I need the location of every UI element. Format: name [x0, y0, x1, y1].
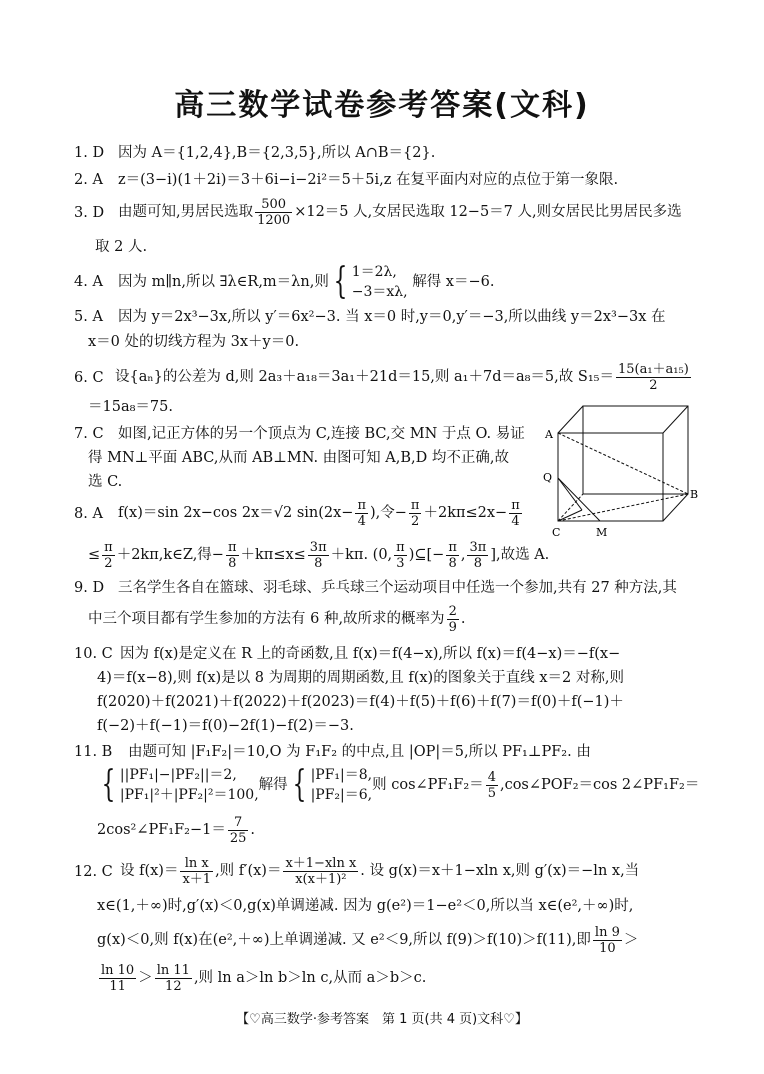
q11-text-c: 则 cos∠PF₁F₂＝: [372, 777, 484, 793]
q8-text-f: ＋kπ≤x≤: [240, 547, 306, 563]
cube-front-face: [558, 433, 663, 521]
q4-line: [118, 256, 494, 308]
q8-frac7: [394, 540, 407, 571]
q12-frac3: [593, 925, 622, 956]
q3-text-a: 由题可知,男居民选取: [118, 204, 254, 220]
q10-line2: 4)＝f(x−8),则 f(x)是以 8 为周期的周期函数,且 f(x)的图象关于直线 x＝2 对称,则: [97, 670, 624, 686]
q12-f3-den: 10: [599, 940, 616, 956]
q11-text-d: ,cos∠POF₂＝cos 2∠PF₁F₂＝: [499, 777, 700, 793]
q12-f5-num: ln 11: [156, 962, 190, 978]
q8-text-i: ,: [460, 547, 466, 563]
q8-text-e: ＋2kπ,k∈Z,得−: [116, 547, 224, 563]
q2-text: z＝(3−i)(1＋2i)＝3＋6i−i−2i²＝5＋5i,z 在复平面内对应的点位于第一象限.: [118, 172, 619, 188]
label-C: C: [552, 526, 561, 539]
q12-frac1: [180, 856, 213, 887]
q8-text-d: ≤: [88, 547, 101, 563]
q3-number: 3. D: [74, 205, 105, 221]
q8-frac2: [409, 498, 422, 529]
q5-line2: x＝0 处的切线方程为 3x＋y＝0.: [88, 334, 300, 350]
q9-text-c: .: [460, 611, 466, 627]
cube-back-face: [583, 406, 688, 494]
q12-number: 12. C: [74, 864, 113, 880]
label-Q: Q: [543, 471, 553, 484]
q11-line1: 由题可知 |F₁F₂|＝10,O 为 F₁F₂ 的中点,且 |OP|＝5,所以 PF₁⊥PF₂. 由: [128, 744, 591, 760]
q8-frac3: [509, 498, 522, 529]
q3-fraction: [255, 197, 292, 228]
q12-f4-num: ln 10: [101, 962, 135, 978]
q12-text-h: ,则 ln a＞ln b＞ln c,从而 a＞b＞c.: [193, 970, 427, 986]
q12-frac4: [99, 963, 136, 994]
q8-f9-num: 3π: [469, 539, 487, 555]
q12-text-f: ＞: [623, 932, 639, 948]
q8-text-c: ＋2kπ≤2x−: [423, 505, 508, 521]
q6-fraction: [616, 362, 691, 393]
q11-system1: [120, 765, 259, 805]
q12-f1-den: x＋1: [182, 871, 212, 887]
q8-line1: [118, 492, 524, 534]
q8-f8-den: 8: [448, 555, 457, 571]
q9-line2: [88, 601, 465, 637]
q11-brace2: {: [292, 764, 306, 805]
q8-f7-num: π: [396, 539, 405, 555]
q8-line2: [88, 537, 549, 573]
q10-line1: 因为 f(x)是定义在 R 上的奇函数,且 f(x)＝f(4−x),所以 f(x)＝f(4−x)＝−f(x−: [120, 646, 621, 662]
q3-line1: [118, 193, 682, 231]
q8-f3-num: π: [511, 497, 520, 513]
q11-number: 11. B: [74, 744, 113, 760]
q8-number: 8. A: [74, 506, 103, 522]
q11-eq2: |PF₁|²＋|PF₂|²＝100,: [119, 787, 259, 803]
q11-text-g: .: [250, 822, 256, 838]
q11-eq3: |PF₁|＝8,: [310, 767, 373, 783]
q9-fraction: [447, 604, 459, 635]
q11-system2: [311, 765, 373, 805]
q5-line1: 因为 y＝2x³−3x,所以 y′＝6x²−3. 当 x＝0 时,y＝0,y′＝−3,所以曲线 y＝2x³−3x 在: [118, 309, 666, 325]
q12-line4: [97, 960, 426, 996]
q6-number: 6. C: [74, 370, 104, 386]
q4-eq2: −3＝xλ,: [351, 284, 408, 300]
q12-text-e: g(x)＜0,则 f(x)在(e²,＋∞)上单调递减. 又 e²＜9,所以 f(9)＞f(10)＞f(11),即: [97, 932, 591, 948]
q12-text-g: ＞: [138, 970, 153, 986]
q8-text-j: ],故选 A.: [490, 547, 550, 563]
q5-number: 5. A: [74, 309, 103, 325]
q11-f1-den: 5: [487, 785, 496, 801]
q7-line2: 得 MN⊥平面 ABC,从而 AB⊥MN. 由图可知 A,B,D 均不正确,故: [88, 450, 509, 466]
q4-eq1: 1＝2λ,: [351, 264, 397, 280]
q12-line2: x∈(1,＋∞)时,g′(x)＜0,g(x)单调递减. 因为 g(e²)＝1−e²＜0,所以当 x∈(e²,＋∞)时,: [97, 898, 634, 914]
q12-f4-den: 11: [109, 978, 126, 994]
q11-text-b: 解得: [258, 777, 288, 793]
q6-frac-num: 15(a₁＋a₁₅): [617, 361, 689, 377]
q8-f7-den: 3: [396, 555, 405, 571]
q8-f4-den: 2: [104, 555, 113, 571]
q8-frac6: [308, 540, 329, 571]
page-footer: 【♡高三数学·参考答案 第 1 页(共 4 页)文科♡】: [236, 1012, 528, 1027]
q3-frac-num: 500: [255, 197, 292, 213]
q11-line2: [97, 760, 699, 810]
q8-frac9: [467, 540, 488, 571]
q8-f2-den: 2: [411, 513, 420, 529]
page-title: 高三数学试卷参考答案(文科): [174, 88, 590, 123]
q9-frac-num: 2: [448, 603, 457, 619]
q9-frac-den: 9: [448, 619, 457, 635]
q2-number: 2. A: [74, 172, 103, 188]
q8-text-a: f(x)＝sin 2x−cos 2x＝√2 sin(2x−: [118, 505, 354, 521]
q12-line3: [97, 922, 638, 958]
q11-text-e: 2cos²∠PF₁F₂−1＝: [97, 822, 226, 838]
q11-f1-num: 4: [487, 769, 496, 785]
q12-f1-num: ln x: [180, 856, 213, 872]
q7-number: 7. C: [74, 426, 104, 442]
q4-brace: {: [333, 261, 348, 302]
q7-line1: 如图,记正方体的另一个顶点为 C,连接 BC,交 MN 于点 O. 易证: [118, 426, 525, 442]
q9-line1: 三名学生各自在篮球、羽毛球、乒乓球三个运动项目中任选一个参加,共有 27 种方法,其: [118, 580, 677, 596]
label-B: B: [690, 488, 699, 501]
q12-text-a: 设 f(x)＝: [120, 863, 179, 879]
q11-line3: [97, 812, 255, 848]
q9-text-b: 中三个项目都有学生参加的方法有 6 种,故所求的概率为: [88, 611, 445, 627]
q10-line3: f(2020)＋f(2021)＋f(2022)＋f(2023)＝f(4)＋f(5)＋f(6)＋f(7)＝f(0)＋f(−1)＋: [97, 694, 624, 710]
q1-number: 1. D: [74, 145, 105, 161]
q12-f5-den: 12: [165, 978, 182, 994]
q8-frac5: [226, 540, 239, 571]
label-A: A: [545, 428, 553, 441]
q3-frac-den: 1200: [257, 212, 291, 228]
q12-f3-num: ln 9: [594, 924, 620, 940]
q8-frac1: [355, 498, 368, 529]
label-M: M: [596, 526, 608, 539]
q10-line4: f(−2)＋f(−1)＝f(0)−2f(1)−f(2)＝−3.: [97, 718, 354, 734]
q8-f8-num: π: [448, 539, 457, 555]
q8-f2-num: π: [410, 497, 420, 513]
q11-eq4: |PF₂|＝6,: [310, 787, 373, 803]
q7-line3: 选 C.: [88, 474, 123, 490]
q12-frac5: [155, 963, 192, 994]
q4-system: [352, 262, 408, 302]
q8-frac8: [446, 540, 459, 571]
q12-f2-num: x＋1−xln x: [285, 855, 357, 871]
q6-line2: ＝15a₈＝75.: [88, 399, 173, 415]
q6-line1: [115, 356, 693, 398]
q10-number: 10. C: [74, 646, 113, 662]
q8-f5-num: π: [227, 539, 237, 555]
q8-frac4: [102, 540, 115, 571]
q12-line1: [120, 850, 639, 892]
q12-text-b: ,则 f′(x)＝: [215, 863, 282, 879]
q8-f3-den: 4: [511, 513, 520, 529]
q3-line2: 取 2 人.: [95, 239, 148, 255]
q8-text-g: ＋kπ. (0,: [330, 547, 393, 563]
q11-eq1: ||PF₁|−|PF₂||＝2,: [119, 767, 237, 783]
q8-f1-num: π: [357, 497, 366, 513]
q8-f6-den: 8: [314, 555, 323, 571]
q3-text-b: ×12＝5 人,女居民选取 12−5＝7 人,则女居民比男居民多选: [294, 204, 682, 220]
q12-text-c: . 设 g(x)＝x＋1−xln x,则 g′(x)＝−ln x,当: [360, 863, 640, 879]
q6-text-a: 设{aₙ}的公差为 d,则 2a₃＋a₁₈＝3a₁＋21d＝15,则 a₁＋7d＝a₈＝5,故 S₁₅＝: [115, 369, 614, 385]
q11-f2-num: 7: [228, 815, 249, 831]
q6-frac-den: 2: [649, 377, 658, 393]
q11-frac2: [228, 815, 249, 846]
q1-text: 因为 A＝{1,2,4},B＝{2,3,5},所以 A∩B＝{2}.: [118, 145, 436, 161]
q11-frac1: [486, 770, 498, 801]
q8-f9-den: 8: [473, 555, 483, 571]
q8-text-h: )⊆[−: [408, 547, 445, 563]
q4-number: 4. A: [74, 274, 103, 290]
q8-text-b: ),令−: [370, 505, 407, 521]
q8-f5-den: 8: [228, 555, 237, 571]
q4-text-a: 因为 m∥n,所以 ∃λ∈R,m＝λn,则: [118, 274, 329, 290]
q8-f4-num: π: [104, 539, 113, 555]
cube-figure: [540, 398, 700, 543]
q12-frac2: [283, 856, 358, 887]
q11-f2-den: 25: [229, 830, 247, 846]
q11-brace1: {: [101, 764, 116, 805]
q8-f6-num: 3π: [309, 539, 327, 555]
q8-f1-den: 4: [357, 513, 366, 529]
q9-number: 9. D: [74, 580, 105, 596]
q12-f2-den: x(x＋1)²: [295, 871, 347, 887]
q4-text-b: 解得 x＝−6.: [412, 274, 495, 290]
